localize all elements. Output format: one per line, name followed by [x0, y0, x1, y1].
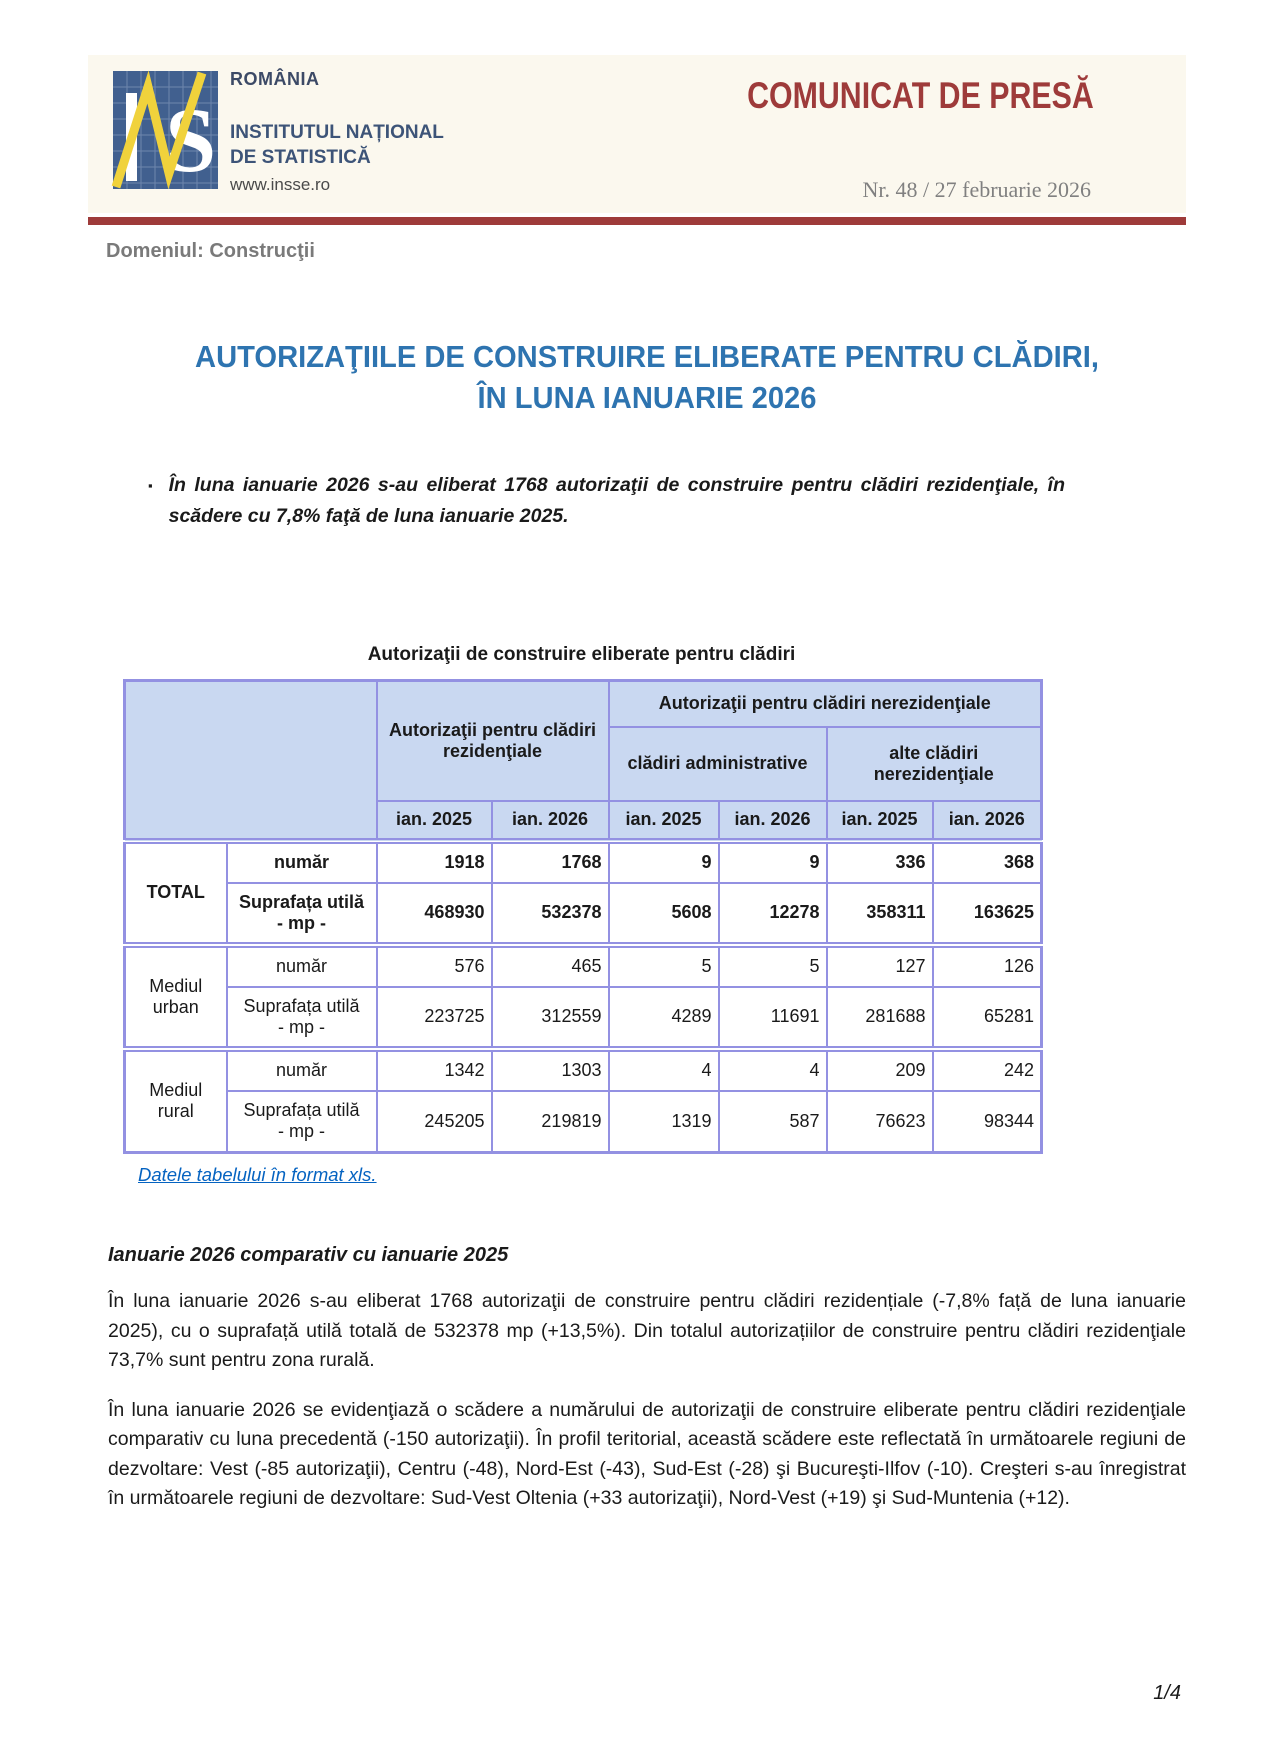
- document-title: [140, 336, 1153, 418]
- page-number: 1/4: [1153, 1682, 1181, 1704]
- table-cell-value: 1342: [377, 1049, 492, 1091]
- row-group-label: TOTAL: [125, 841, 227, 945]
- table-cell-value: 1303: [492, 1049, 609, 1091]
- metric-label: număr: [227, 1049, 377, 1091]
- main-content: [108, 290, 1186, 1514]
- country-label: ROMÂNIA: [230, 69, 320, 89]
- bullet-square-icon: ▪: [148, 478, 153, 493]
- table-cell-value: 468930: [377, 883, 492, 945]
- table-cell-value: 11691: [719, 987, 827, 1049]
- header-divider: [88, 217, 1186, 225]
- table-cell-value: 98344: [933, 1091, 1042, 1153]
- year-header: ian. 2026: [933, 801, 1042, 841]
- institute-name-line1: INSTITUTUL NAȚIONAL: [230, 122, 444, 143]
- document-title-line1: AUTORIZAŢIILE DE CONSTRUIRE ELIBERATE PENTRU CLĂDIRI,: [195, 339, 1099, 374]
- table-row-urban-area: [125, 987, 1042, 1049]
- metric-label: [227, 987, 377, 1049]
- year-header: ian. 2025: [377, 801, 492, 841]
- authorizations-table: [123, 679, 1043, 1154]
- table-cell-value: 127: [827, 945, 933, 987]
- area-label-line2: - mp -: [278, 1121, 325, 1142]
- website-link[interactable]: www.insse.ro: [230, 175, 331, 194]
- comparison-paragraph-2: În luna ianuarie 2026 se evidenţiază o scădere a numărului de autorizaţii de construire eliberate pentru clădiri rezidenţiale comparativ cu luna precedentă (-150 autorizaţii). În profil teritorial, această scădere este reflectată în următoarele regiuni de dezvoltare: Vest (-85 autorizaţii), Centru (-48), Nord-Est (-43), Sud-Est (-28) şi Bucureşti-Ilfov (-10). Creşteri s-au înregistrat în următoarele regiuni de dezvoltare: Sud-Vest Oltenia (+33 autorizaţii), Nord-Vest (+19) şi Sud-Muntenia (+12).: [108, 1398, 1186, 1509]
- press-release-title: COMUNICAT DE PRESĂ: [747, 75, 1094, 116]
- table-cell-value: 5: [719, 945, 827, 987]
- table-cell-value: 163625: [933, 883, 1042, 945]
- year-header: ian. 2025: [609, 801, 719, 841]
- col-group-residential: Autorizaţii pentru clădiri rezidenţiale: [377, 681, 609, 801]
- table-caption: Autorizaţii de construire eliberate pentru clădiri: [367, 644, 796, 665]
- institute-name-line2: DE STATISTICĂ: [230, 147, 371, 168]
- col-group-other-nonresidential: alte clădiri nerezidenţiale: [827, 727, 1042, 801]
- table-cell-value: 9: [719, 841, 827, 883]
- table-cell-value: 4: [609, 1049, 719, 1091]
- table-cell-value: 126: [933, 945, 1042, 987]
- table-cell-value: 1918: [377, 841, 492, 883]
- area-label-line1: Suprafața utilă: [243, 1100, 360, 1121]
- table-cell-value: 576: [377, 945, 492, 987]
- xls-download-link[interactable]: Datele tabelului în format xls.: [138, 1164, 377, 1185]
- table-cell-value: 1768: [492, 841, 609, 883]
- table-cell-value: 312559: [492, 987, 609, 1049]
- table-cell-value: 368: [933, 841, 1042, 883]
- table-row-rural-area: [125, 1091, 1042, 1153]
- table-cell-value: 465: [492, 945, 609, 987]
- table-row-urban-count: [125, 945, 1042, 987]
- metric-label: [227, 1091, 377, 1153]
- table-cell-value: 223725: [377, 987, 492, 1049]
- svg-text:S: S: [165, 89, 217, 191]
- table-cell-value: 4289: [609, 987, 719, 1049]
- year-header: ian. 2025: [827, 801, 933, 841]
- comparison-paragraph-1: În luna ianuarie 2026 s-au eliberat 1768 autorizaţii de construire pentru clădiri rezidențiale (-7,8% față de luna ianuarie 2025), cu o suprafață utilă totală de 532378 mp (+13,5%). Din totalul autorizațiilor de construire pentru clădiri rezidenţiale 73,7% sunt pentru zona rurală.: [108, 1290, 1186, 1371]
- table-cell-value: 245205: [377, 1091, 492, 1153]
- area-label-line1: Suprafața utilă: [238, 891, 365, 912]
- table-cell-value: 4: [719, 1049, 827, 1091]
- table-cell-value: 76623: [827, 1091, 933, 1153]
- highlight-bullet: [148, 470, 1065, 532]
- metric-label: număr: [227, 841, 377, 883]
- row-group-label: Mediul urban: [125, 945, 227, 1049]
- ins-logo-icon: [113, 71, 218, 194]
- table-cell-value: 5608: [609, 883, 719, 945]
- area-label-line2: - mp -: [277, 912, 326, 933]
- table-row-total-area: [125, 883, 1042, 945]
- year-header: ian. 2026: [719, 801, 827, 841]
- year-header: ian. 2026: [492, 801, 609, 841]
- table-cell-value: 358311: [827, 883, 933, 945]
- table-cell-value: 9: [609, 841, 719, 883]
- row-group-label: Mediul rural: [125, 1049, 227, 1153]
- header-band: [88, 55, 1186, 213]
- col-group-administrative: clădiri administrative: [609, 727, 827, 801]
- area-label-line1: Suprafața utilă: [243, 995, 360, 1016]
- table-cell-value: 65281: [933, 987, 1042, 1049]
- ins-logo-svg: [113, 71, 218, 189]
- col-group-nonresidential: Autorizaţii pentru clădiri nerezidenţiale: [609, 681, 1042, 727]
- institute-identity: [230, 69, 444, 195]
- table-cell-value: 242: [933, 1049, 1042, 1091]
- table-cell-value: 336: [827, 841, 933, 883]
- metric-label: număr: [227, 945, 377, 987]
- table-cell-value: 281688: [827, 987, 933, 1049]
- table-cell-value: 5: [609, 945, 719, 987]
- highlight-text: În luna ianuarie 2026 s-au eliberat 1768 autorizaţii de construire pentru clădiri rezidenţiale, în scădere cu 7,8% faţă de luna ianuarie 2025.: [168, 474, 1065, 527]
- metric-label: [227, 883, 377, 945]
- table-cell-value: 12278: [719, 883, 827, 945]
- table-cell-value: 532378: [492, 883, 609, 945]
- table-cell-value: 1319: [609, 1091, 719, 1153]
- table-cell-value: 587: [719, 1091, 827, 1153]
- table-cell-value: 209: [827, 1049, 933, 1091]
- document-title-line2: ÎN LUNA IANUARIE 2026: [477, 380, 817, 415]
- domain-label: Domeniul: Construcţii: [106, 240, 315, 262]
- table-row-total-count: [125, 841, 1042, 883]
- table-corner-cell: [125, 681, 377, 841]
- table-row-rural-count: [125, 1049, 1042, 1091]
- release-number: Nr. 48 / 27 februarie 2026: [862, 177, 1091, 202]
- table-cell-value: 219819: [492, 1091, 609, 1153]
- comparison-heading: Ianuarie 2026 comparativ cu ianuarie 2025: [108, 1244, 509, 1266]
- area-label-line2: - mp -: [278, 1016, 325, 1037]
